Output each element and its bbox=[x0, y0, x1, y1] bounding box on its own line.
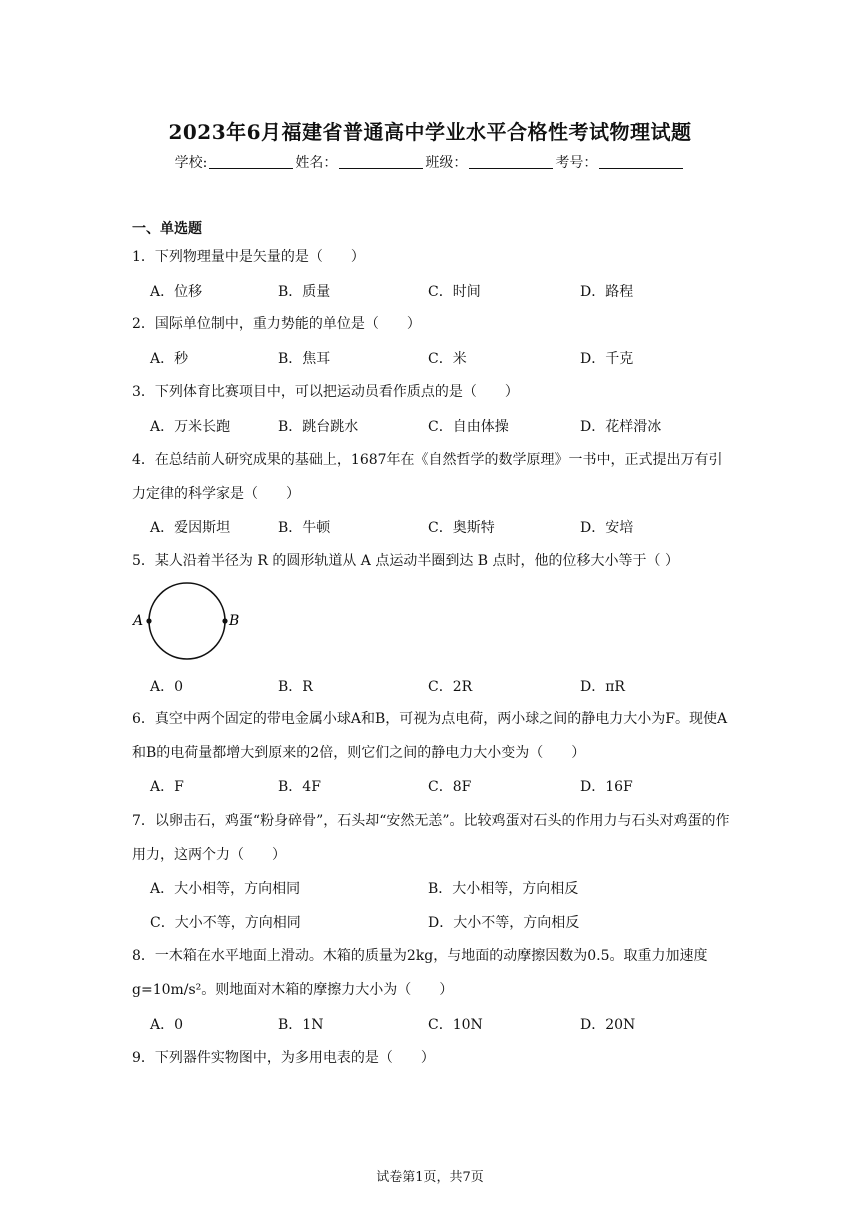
question-5: 5．某人沿着半径为 R 的圆形轨道从 A 点运动半圈到达 B 点时，他的位移大小等于（ ） bbox=[132, 553, 679, 569]
point-b-dot bbox=[222, 618, 227, 623]
option-a: A．0 bbox=[150, 1017, 184, 1033]
option-c: C．米 bbox=[428, 351, 467, 367]
question-8: 8．一木箱在水平地面上滑动。木箱的质量为2kg，与地面的动摩擦因数为0.5。取重力加速度g=10m/s²。则地面对木箱的摩擦力大小为（ ） bbox=[132, 948, 708, 998]
question-6: 6．真空中两个固定的带电金属小球A和B，可视为点电荷，两小球之间的静电力大小为F。现使A和B的电荷量都增大到原来的2倍，则它们之间的静电力大小变为（ ） bbox=[132, 711, 728, 761]
option-a: A．万米长跑 bbox=[150, 419, 231, 435]
question-7-options-row1 bbox=[150, 878, 770, 898]
option-b: B．4F bbox=[278, 779, 321, 795]
option-c: C．奥斯特 bbox=[428, 520, 495, 536]
school-blank bbox=[209, 154, 293, 169]
circular-track bbox=[149, 583, 225, 659]
option-a: A．F bbox=[150, 779, 184, 795]
option-c: C．10N bbox=[428, 1017, 483, 1033]
question-9: 9．下列器件实物图中，为多用电表的是（ ） bbox=[132, 1050, 435, 1066]
option-a: A．爱因斯坦 bbox=[150, 520, 231, 536]
name-blank bbox=[339, 154, 423, 169]
option-a: A．秒 bbox=[150, 351, 189, 367]
question-4-options bbox=[150, 517, 770, 537]
question-7-options-row2 bbox=[150, 912, 770, 932]
name-label: 姓名： bbox=[295, 155, 338, 171]
question-2-options bbox=[150, 348, 770, 368]
option-b: B．R bbox=[278, 679, 313, 695]
option-c: C．2R bbox=[428, 679, 473, 695]
question-5-options bbox=[150, 676, 770, 696]
option-d: D．安培 bbox=[580, 520, 634, 536]
page-footer: 试卷第1页，共7页 bbox=[376, 1170, 484, 1185]
exam-number-blank bbox=[599, 154, 683, 169]
option-c: C．时间 bbox=[428, 284, 481, 300]
section-heading: 一、单选题 bbox=[132, 221, 202, 237]
exam-number-label: 考号： bbox=[555, 155, 598, 171]
option-a: A．0 bbox=[150, 679, 184, 695]
option-b: B．1N bbox=[278, 1017, 324, 1033]
question-3: 3．下列体育比赛项目中，可以把运动员看作质点的是（ ） bbox=[132, 384, 519, 400]
point-a-dot bbox=[146, 618, 151, 623]
option-b: B．焦耳 bbox=[278, 351, 331, 367]
page-title: 2023年6月福建省普通高中学业水平合格性考试物理试题 bbox=[168, 120, 692, 144]
option-b: B．大小相等，方向相反 bbox=[428, 881, 579, 897]
option-b: B．质量 bbox=[278, 284, 331, 300]
option-d: D．花样滑冰 bbox=[580, 419, 662, 435]
question-1: 1．下列物理量中是矢量的是（ ） bbox=[132, 249, 365, 265]
option-c: C．自由体操 bbox=[428, 419, 509, 435]
class-label: 班级： bbox=[425, 155, 468, 171]
option-d: D．路程 bbox=[580, 284, 634, 300]
class-blank bbox=[469, 154, 553, 169]
option-b: B．牛顿 bbox=[278, 520, 331, 536]
school-label: 学校: bbox=[174, 155, 208, 171]
option-a: A．位移 bbox=[150, 284, 203, 300]
option-d: D．16F bbox=[580, 779, 633, 795]
option-b: B．跳台跳水 bbox=[278, 419, 359, 435]
point-a-label: A bbox=[133, 613, 144, 629]
point-b-label: B bbox=[229, 613, 240, 629]
option-d: D．千克 bbox=[580, 351, 634, 367]
option-d: D．大小不等，方向相反 bbox=[428, 915, 580, 931]
option-c: C．8F bbox=[428, 779, 472, 795]
option-d: D．20N bbox=[580, 1017, 636, 1033]
question-2: 2．国际单位制中，重力势能的单位是（ ） bbox=[132, 316, 421, 332]
question-6-options bbox=[150, 776, 770, 796]
student-info-line bbox=[0, 152, 860, 172]
option-c: C．大小不等，方向相同 bbox=[150, 915, 301, 931]
option-a: A．大小相等，方向相同 bbox=[150, 881, 301, 897]
question-3-options bbox=[150, 416, 770, 436]
circle-track-figure bbox=[126, 580, 256, 664]
question-8-options bbox=[150, 1014, 770, 1034]
option-d: D．πR bbox=[580, 679, 625, 695]
question-1-options bbox=[150, 281, 770, 301]
question-4: 4．在总结前人研究成果的基础上，1687年在《自然哲学的数学原理》一书中，正式提出万有引力定律的科学家是（ ） bbox=[132, 452, 723, 502]
question-7: 7．以卵击石，鸡蛋“粉身碎骨”，石头却“安然无恙”。比较鸡蛋对石头的作用力与石头对鸡蛋的作用力，这两个力（ ） bbox=[132, 813, 730, 863]
